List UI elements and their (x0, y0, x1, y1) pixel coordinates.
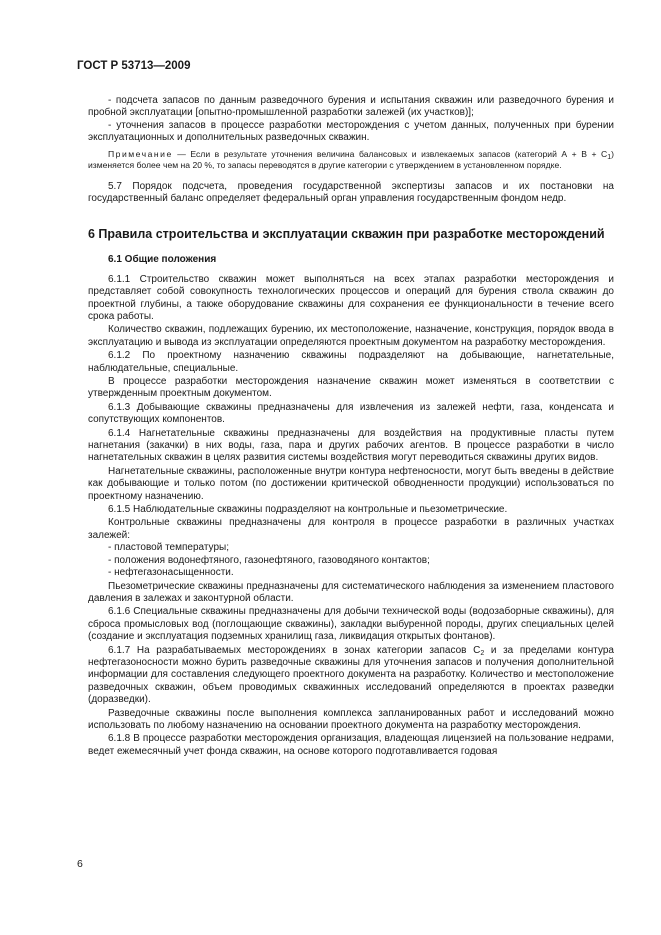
paragraph: - уточнения запасов в процессе разработки месторождения с учетом данных, полученных при бурении эксплуатационных и дополнительных разведочных скважин. (88, 119, 614, 144)
paragraph-5-7: 5.7 Порядок подсчета, проведения государственной экспертизы запасов и их постановки на государственный баланс определяет федеральный орган управления государственным фондом недр. (88, 181, 614, 205)
document-code: ГОСТ Р 53713—2009 (77, 60, 191, 72)
list-item: - нефтегазонасыщенности. (108, 567, 234, 579)
section-6-title: 6 Правила строительства и эксплуатации скважин при разработке месторождений (88, 226, 605, 241)
paragraph: Нагнетательные скважины, расположенные внутри контура нефтеносности, могут быть введены в действие как добывающие и только потом (по достижении критической обводненности продукции) использоваться по проектному назначению. (88, 465, 614, 502)
paragraph: 6.1.1 Строительство скважин может выполняться на всех этапах разработки месторождения и представляет собой совокупность технологических процессов и операций для бурения ствола скважин до проектной глубины, а также оборудование скважины для сохранения ее функциональности в течение всего срока работы. (88, 273, 614, 322)
paragraph: 6.1.8 В процессе разработки месторождения организация, владеющая лицензией на пользование недрами, ведет ежемесячный учет фонда скважин, на основе которого подготавливается годовая (88, 733, 614, 757)
page-number: 6 (77, 858, 83, 870)
paragraph-text: и за пределами контура нефтегазоносности можно бурить разведочные скважины для уточнения запасов и получения дополнительной информации для составления следующего проектного документа на разработку. Количество и местоположение разведочных скважин, объем проводимых скважинных исследований определяются в проектах разведки (доразведки). (88, 644, 614, 706)
note-subscript: 1 (607, 153, 612, 161)
paragraph: 6.1.6 Специальные скважины предназначены для добычи технической воды (водозаборные скважины), для сброса промысловых вод (поглощающие скважины), закладки выбуренной породы, других специальных целей (создание и эксплуатация подземных хранилищ газа, ликвидация открытых фонтанов). (88, 606, 614, 643)
paragraph: 6.1.5 Наблюдательные скважины подразделяют на контрольные и пьезометрические. (108, 504, 508, 516)
paragraph: Пьезометрические скважины предназначены для систематического наблюдения за изменением пластового давления в залежах и законтурной области. (88, 580, 614, 604)
category-subscript: 2 (480, 649, 485, 657)
section-6-1-title: 6.1 Общие положения (108, 254, 217, 266)
page-content (88, 95, 614, 758)
paragraph (88, 645, 614, 707)
list-item: - пластовой температуры; (108, 542, 229, 554)
note-text: ) изменяется более чем на 20 %, то запасы переводятся в другие категории с утверждением в установленном порядке. (88, 148, 614, 170)
paragraph: Разведочные скважины после выполнения комплекса запланированных работ и исследований можно использовать по любому назначению на основании проектного документа на разработку месторождения. (88, 707, 614, 731)
list-item: - положения водонефтяного, газонефтяного, газоводяного контактов; (108, 554, 430, 566)
paragraph-text: 6.1.7 На разрабатываемых месторождениях в зонах категории запасов С (108, 644, 481, 656)
paragraph: Контрольные скважины предназначены для контроля в процессе разработки в различных участках залежей: (88, 517, 614, 541)
note (88, 149, 614, 171)
paragraph: - подсчета запасов по данным разведочного бурения и испытания скважин или разведочного бурения и пробной эксплуатации [опытно-промышленной разработки залежей (их участков)]; (88, 95, 614, 119)
note-label: Примечание (108, 148, 173, 159)
paragraph: 6.1.2 По проектному назначению скважины подразделяют на добывающие, нагнетательные, наблюдательные, специальные. (88, 350, 614, 374)
paragraph: В процессе разработки месторождения назначение скважин может изменяться в соответствии с утвержденным проектным документом. (88, 376, 614, 400)
paragraph: 6.1.3 Добывающие скважины предназначены для извлечения из залежей нефти, газа, конденсата и сопутствующих компонентов. (88, 401, 614, 426)
note-text: — Если в результате уточнения величина балансовых и извлекаемых запасов (категорий А + В + С (172, 148, 608, 159)
paragraph: Количество скважин, подлежащих бурению, их местоположение, назначение, конструкция, порядок ввода в эксплуатацию и вывода из эксплуатации определяются проектным документом на разработку месторождения. (88, 324, 614, 348)
paragraph: 6.1.4 Нагнетательные скважины предназначены для воздействия на продуктивные пласты путем нагнетания (закачки) в них воды, газа, пара и других рабочих агентов. В процессе разработки в число нагнетательных скважин в целях развития системы воздействия могут переводиться скважины других видов. (88, 427, 614, 464)
